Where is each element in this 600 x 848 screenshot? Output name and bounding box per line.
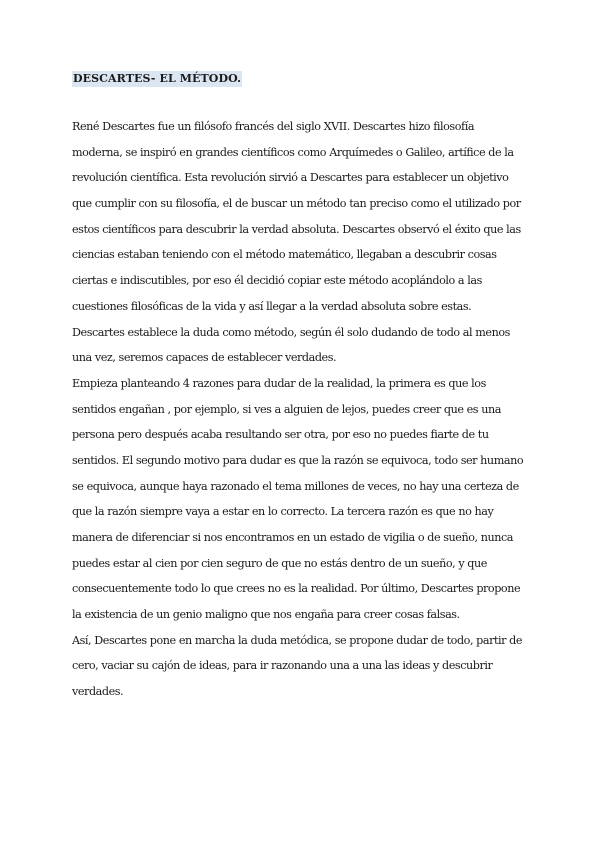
- text-line: persona pero después acaba resultando ser otra, por eso no puedes fiarte de tu: [72, 428, 489, 442]
- text-line: revolución científica. Esta revolución sirvió a Descartes para establecer un objetivo: [72, 171, 509, 185]
- text-line: se equivoca, aunque haya razonado el tema millones de veces, no hay una certeza de: [72, 479, 519, 493]
- text-line: estos científicos para descubrir la verdad absoluta. Descartes observó el éxito que las: [72, 222, 521, 236]
- text-line: cuestiones filosóficas de la vida y así llegar a la verdad absoluta sobre estas.: [72, 299, 472, 313]
- text-line: una vez, seremos capaces de establecer verdades.: [72, 351, 337, 365]
- text-line: que la razón siempre vaya a estar en lo correcto. La tercera razón es que no hay: [72, 505, 494, 519]
- text-line: la existencia de un genio maligno que nos engaña para creer cosas falsas.: [72, 608, 460, 622]
- text-line: cero, vaciar su cajón de ideas, para ir razonando una a una las ideas y descubrir: [72, 659, 493, 673]
- text-line: que cumplir con su filosofía, el de buscar un método tan preciso como el utilizado por: [72, 197, 521, 211]
- text-line: ciencias estaban teniendo con el método matemático, llegaban a descubrir cosas: [72, 248, 497, 262]
- text-line: manera de diferenciar si nos encontramos en un estado de vigilia o de sueño, nunca: [72, 531, 513, 544]
- text-line: consecuentemente todo lo que crees no es la realidad. Por último, Descartes propone: [72, 582, 521, 596]
- document-body: [72, 114, 528, 705]
- text-line: Descartes establece la duda como método, según él solo dudando de todo al menos: [72, 325, 510, 339]
- text-line: Empieza planteando 4 razones para dudar de la realidad, la primera es que los: [72, 376, 486, 390]
- text-line: puedes estar al cien por cien seguro de que no estás dentro de un sueño, y que: [72, 556, 487, 570]
- text-line: Así, Descartes pone en marcha la duda metódica, se propone dudar de todo, partir de: [72, 633, 523, 647]
- text-line: ciertas e indiscutibles, por eso él decidió copiar este método acoplándolo a las: [72, 274, 482, 288]
- text-line: verdades.: [72, 685, 124, 699]
- text-line: sentidos engañan , por ejemplo, si ves a alguien de lejos, puedes creer que es una: [72, 402, 501, 416]
- text-line: René Descartes fue un filósofo francés del siglo XVII. Descartes hizo filosofía: [72, 120, 475, 133]
- text-line: moderna, se inspiró en grandes científicos como Arquímedes o Galileo, artífice de la: [72, 145, 514, 159]
- document-title: DESCARTES- EL MÉTODO.: [73, 72, 242, 85]
- text-line: sentidos. El segundo motivo para dudar es que la razón se equivoca, todo ser humano: [72, 453, 524, 467]
